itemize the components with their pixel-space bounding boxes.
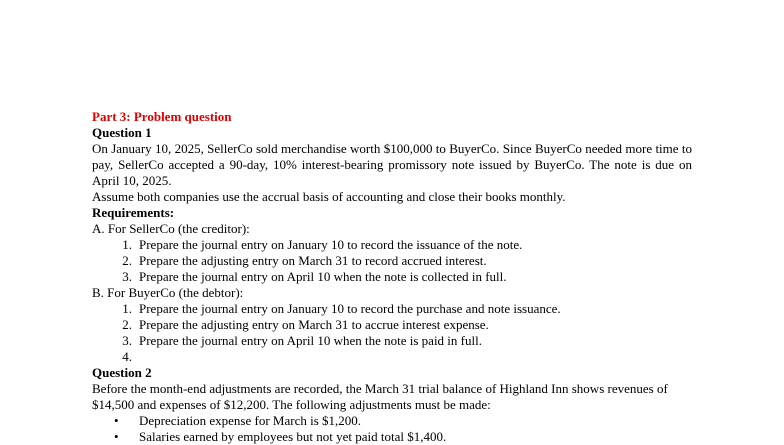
question-1-heading: Question 1 [92, 125, 152, 140]
list-item-number: 1. [122, 301, 132, 316]
bullet-icon: • [114, 413, 119, 428]
list-item-number: 2. [122, 253, 132, 268]
requirements-heading: Requirements: [92, 205, 175, 220]
section-a-label: A. For SellerCo (the creditor): [92, 221, 250, 236]
list-item [92, 269, 692, 285]
list-item-text: Prepare the adjusting entry on March 31 to record accrued interest. [139, 253, 487, 268]
section-b-list [92, 301, 692, 365]
list-item [92, 237, 692, 253]
question-2-heading: Question 2 [92, 365, 152, 380]
question-2-bullet-list [92, 413, 692, 445]
list-item-text: Prepare the adjusting entry on March 31 to accrue interest expense. [139, 317, 489, 332]
question-1-assumption: Assume both companies use the accrual basis of accounting and close their books monthly. [92, 189, 566, 204]
question-2-paragraph: Before the month-end adjustments are recorded, the March 31 trial balance of Highland Inn shows revenues of $14,500 and expenses of $12,200. The following adjustments must be made: [92, 381, 668, 412]
section-b-label: B. For BuyerCo (the debtor): [92, 285, 244, 300]
list-item [92, 333, 692, 349]
list-item-number: 2. [122, 317, 132, 332]
bullet-icon: • [114, 429, 119, 444]
question-1-paragraph: On January 10, 2025, SellerCo sold merchandise worth $100,000 to BuyerCo. Since BuyerCo needed more time to pay, SellerCo accepted a 90-day, 10% interest-bearing promissory note issued by BuyerCo. The note is due on April 10, 2025. [92, 141, 692, 188]
list-item [92, 349, 692, 365]
list-item-text: Prepare the journal entry on April 10 when the note is paid in full. [139, 333, 482, 348]
section-a-list [92, 237, 692, 285]
list-item-number: 3. [122, 333, 132, 348]
document-page [92, 109, 692, 445]
list-item [92, 429, 692, 445]
list-item-text: Prepare the journal entry on April 10 when the note is collected in full. [139, 269, 507, 284]
list-item [92, 317, 692, 333]
list-item-text: Salaries earned by employees but not yet paid total $1,400. [139, 429, 447, 444]
list-item [92, 301, 692, 317]
list-item [92, 413, 692, 429]
list-item [92, 253, 692, 269]
list-item-text: Prepare the journal entry on January 10 to record the issuance of the note. [139, 237, 523, 252]
list-item-number: 4. [122, 349, 132, 364]
list-item-number: 1. [122, 237, 132, 252]
list-item-text: Prepare the journal entry on January 10 to record the purchase and note issuance. [139, 301, 561, 316]
list-item-number: 3. [122, 269, 132, 284]
part-title: Part 3: Problem question [92, 109, 232, 124]
list-item-text: Depreciation expense for March is $1,200. [139, 413, 362, 428]
